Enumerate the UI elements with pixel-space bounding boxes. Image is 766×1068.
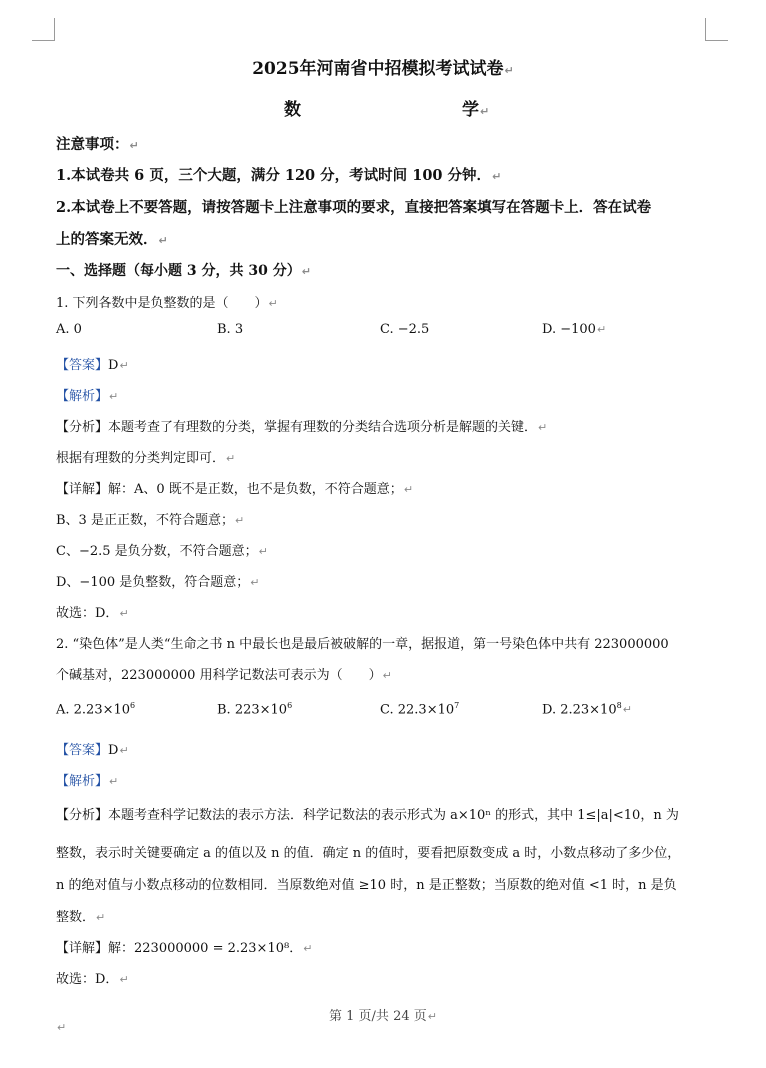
crop-mark-top-right bbox=[705, 18, 728, 41]
page-footer: 第 1 页/共 24 页↵ bbox=[329, 1009, 437, 1024]
question-1-analysis-tag: 【解析】↵ bbox=[56, 389, 119, 404]
question-1-fenxi: 【分析】本题考查了有理数的分类，掌握有理数的分类结合选项分析是解题的关键．↵ bbox=[56, 420, 548, 435]
question-1-detail: 【详解】解：A、0 既不是正数，也不是负数，不符合题意；↵ bbox=[56, 482, 414, 497]
question-2-fenxi-2: 整数，表示时关键要确定 a 的值以及 n 的值．确定 n 的值时，要看把原数变成 a 时，小数点移动了多少位， bbox=[56, 846, 681, 861]
question-1-detail-c: C、−2.5 是负分数，不符合题意；↵ bbox=[56, 544, 268, 559]
crop-mark-top-left bbox=[32, 18, 55, 41]
question-2-option-b: B. $223\times 10^6$ bbox=[217, 701, 293, 718]
question-2-fenxi-4: 整数．↵ bbox=[56, 910, 106, 925]
section-heading-choice: 一、选择题（每小题 3 分，共 30 分）↵ bbox=[56, 263, 311, 279]
question-2-detail: 【详解】解：223000000 = 2.23×10⁸．↵ bbox=[56, 941, 313, 956]
question-1-detail-d: D、−100 是负整数，符合题意；↵ bbox=[56, 575, 260, 590]
question-2-analysis-tag: 【解析】↵ bbox=[56, 774, 119, 789]
question-2-fenxi-3: n 的绝对值与小数点移动的位数相同．当原数绝对值 ≥10 时，n 是正整数；当原数的绝对值 <1 时，n 是负 bbox=[56, 878, 677, 893]
paragraph-mark: ↵ bbox=[57, 1021, 67, 1034]
question-1-detail-b: B、3 是正正数，不符合题意；↵ bbox=[56, 513, 245, 528]
question-2-option-c: C. $22.3\times 10^7$ bbox=[380, 701, 460, 718]
question-1-option-c: C. −2.5 bbox=[380, 322, 430, 337]
question-1-choose: 故选：D．↵ bbox=[56, 606, 129, 621]
question-1-fenxi-2: 根据有理数的分类判定即可．↵ bbox=[56, 451, 236, 466]
question-2-answer: 【答案】D↵ bbox=[56, 743, 129, 758]
question-1-option-a: A. 0 bbox=[56, 322, 82, 337]
question-1-stem: 1. 下列各数中是负整数的是（ ）↵ bbox=[56, 296, 278, 311]
question-2-fenxi: 【分析】本题考查科学记数法的表示方法．科学记数法的表示形式为 a×10ⁿ 的形式，其中 1≤|a|<10，n 为 bbox=[56, 808, 679, 823]
question-1-option-d: D. −100↵ bbox=[542, 322, 607, 337]
question-2-stem-cont: 个碱基对，223000000 用科学记数法可表示为（ ）↵ bbox=[56, 668, 392, 683]
notice-item-2-cont: 上的答案无效．↵ bbox=[56, 231, 168, 248]
question-2-choose: 故选：D．↵ bbox=[56, 972, 129, 987]
notice-item-2: 2.本试卷上不要答题，请按答题卡上注意事项的要求，直接把答案填写在答题卡上．答在试卷 bbox=[56, 199, 652, 216]
exam-title: 2025年河南省中招模拟考试试卷↵ bbox=[252, 59, 514, 79]
question-1-answer: 【答案】D↵ bbox=[56, 358, 129, 373]
subject-char-left: 数 bbox=[284, 100, 301, 120]
question-2-stem: 2. “染色体”是人类“生命之书 n 中最长也是最后被破解的一章，据报道，第一号染色体中共有 223000000 bbox=[56, 637, 669, 652]
subject-char-right: 学↵ bbox=[462, 100, 490, 120]
question-1-option-b: B. 3 bbox=[217, 322, 244, 337]
notice-item-1: 1.本试卷共 6 页，三个大题，满分 120 分，考试时间 100 分钟．↵ bbox=[56, 167, 502, 184]
question-2-option-d: D. $2.23\times 10^8↵$ bbox=[542, 701, 632, 718]
notice-heading: 注意事项：↵ bbox=[56, 136, 139, 153]
question-2-option-a: A. $2.23\times 10^6$ bbox=[56, 701, 136, 718]
